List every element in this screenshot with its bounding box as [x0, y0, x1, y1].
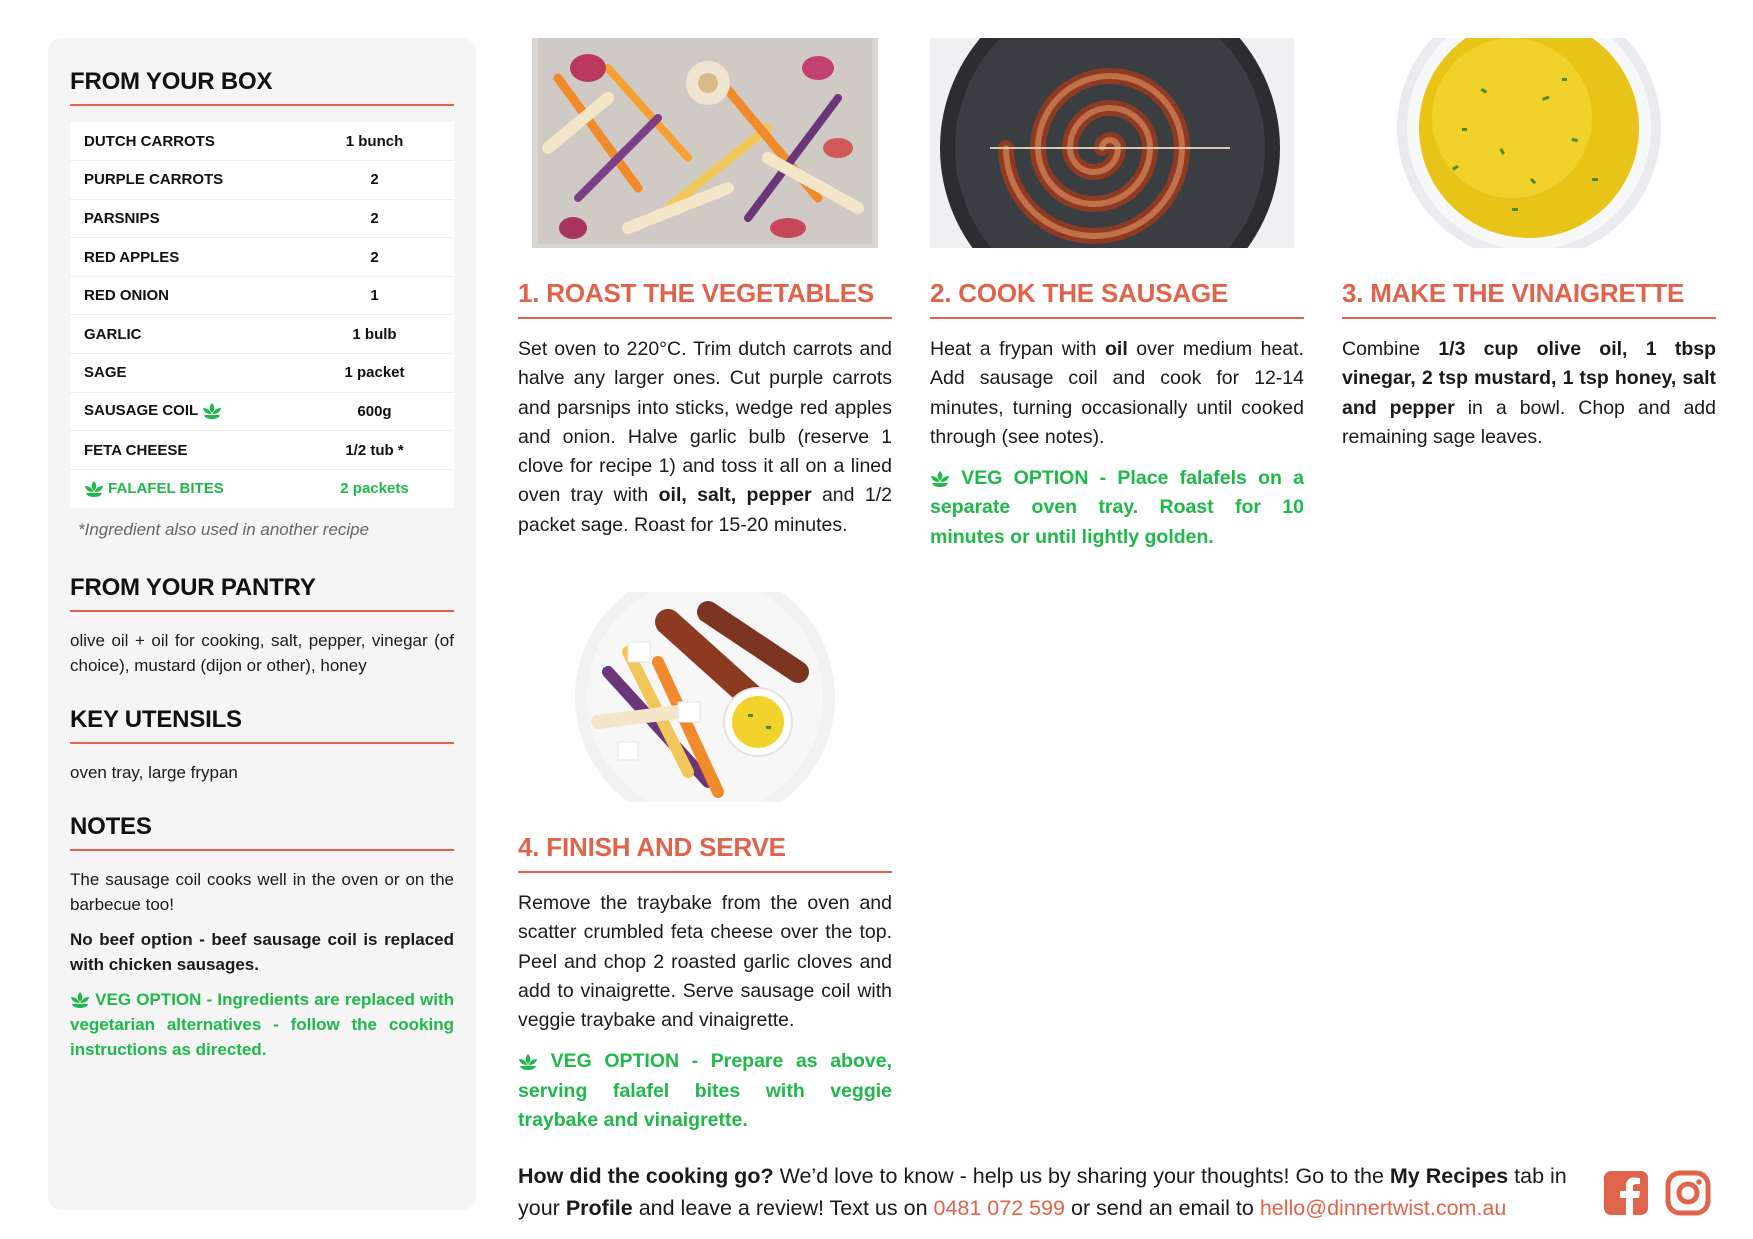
ingredient-name: RED APPLES [70, 238, 295, 277]
phone-link[interactable]: 0481 072 599 [933, 1196, 1066, 1220]
leaf-icon [70, 991, 90, 1009]
from-your-pantry-title: FROM YOUR PANTRY [70, 574, 454, 612]
step-1-text: Set oven to 220°C. Trim dutch carrots and halve any larger ones. Cut purple carrots and parsnips into sticks, wedge red apples and onion. Halve garlic bulb (reserve 1 clove for recipe 1) and toss it all on a lined oven tray with oil, salt, pepper and 1/2 packet sage. Roast for 15-20 minutes. [518, 338, 892, 536]
ingredient-name: GARLIC [70, 315, 295, 354]
ingredient-qty: 2 packets [340, 480, 409, 498]
step-4-text: Remove the traybake from the oven and scatter crumbled feta cheese over the top. Peel and chop 2 roasted garlic cloves and add to vinaigrette. Serve sausage coil with veggie traybake and vinaigrette. [518, 892, 892, 1032]
step-2-veg-option: VEG OPTION - Place falafels on a separate oven tray. Roast for 10 minutes or until lightly golden. [930, 467, 1304, 548]
ingredient-qty: 1 [295, 276, 454, 315]
ingredient-qty: 1 bulb [295, 315, 454, 354]
sausage-coil-photo [930, 38, 1304, 248]
pantry-text: olive oil + oil for cooking, salt, pepper, vinegar (of choice), mustard (dijon or other), honey [70, 630, 454, 675]
ingredient-qty: 600g [295, 392, 454, 431]
table-row [70, 199, 454, 238]
ingredient-name: SAUSAGE COIL [84, 402, 198, 420]
step-1 [518, 38, 892, 540]
table-row [70, 122, 454, 161]
ingredient-qty: 1 bunch [295, 122, 454, 161]
step-4-title: 4. FINISH AND SERVE [518, 832, 892, 873]
ingredients-table [70, 122, 454, 508]
ingredient-name: RED ONION [70, 276, 295, 315]
step-1-title: 1. ROAST THE VEGETABLES [518, 278, 892, 319]
ingredient-name: FALAFEL BITES [108, 479, 224, 497]
ingredient-qty: 2 [295, 161, 454, 200]
step-4-veg-option: VEG OPTION - Prepare as above, serving falafel bites with veggie traybake and vinaigrette. [518, 1050, 892, 1132]
note-veg-option: VEG OPTION - Ingredients are replaced with vegetarian alternatives - follow the cooking instructions as directed. [70, 989, 454, 1059]
facebook-icon[interactable] [1603, 1170, 1649, 1216]
from-your-box-title: FROM YOUR BOX [70, 68, 454, 106]
vinaigrette-photo [1342, 38, 1716, 248]
notes-title: NOTES [70, 813, 454, 851]
step-2-title: 2. COOK THE SAUSAGE [930, 278, 1304, 319]
table-row [70, 276, 454, 315]
utensils-text: oven tray, large frypan [70, 762, 238, 782]
instagram-icon[interactable] [1665, 1170, 1711, 1216]
ingredient-name: PARSNIPS [70, 199, 295, 238]
leaf-icon [202, 402, 222, 420]
step-2 [930, 38, 1304, 552]
step-3-text: Combine 1/3 cup olive oil, 1 tbsp vinegar, 2 tsp mustard, 1 tsp honey, salt and pepper in a bowl. Chop and add remaining sage leaves. [1342, 338, 1716, 448]
ingredient-name: DUTCH CARROTS [70, 122, 295, 161]
roast-vegetables-photo [518, 38, 892, 248]
ingredient-qty: 1 packet [295, 354, 454, 393]
ingredient-name: SAGE [70, 354, 295, 393]
table-row [70, 315, 454, 354]
table-row [70, 469, 454, 508]
table-row [70, 238, 454, 277]
table-row [70, 161, 454, 200]
leaf-icon [518, 1053, 538, 1071]
ingredient-qty: 1/2 tub * [295, 431, 454, 470]
ingredient-qty: 2 [295, 238, 454, 277]
table-row [70, 354, 454, 393]
key-utensils-title: KEY UTENSILS [70, 706, 454, 744]
leaf-icon [84, 480, 104, 498]
step-3 [1342, 38, 1716, 452]
footnote: *Ingredient also used in another recipe [78, 519, 370, 539]
note-text: The sausage coil cooks well in the oven or on the barbecue too! [70, 869, 454, 914]
feedback-footer: How did the cooking go? We’d love to know - help us by sharing your thoughts! Go to the My Recipes tab in your Profile and leave a review! Text us on 0481 072 599 or send an email to hello@dinnertwist.com.au [518, 1164, 1567, 1220]
ingredient-name: PURPLE CARROTS [70, 161, 295, 200]
finish-serve-photo [518, 592, 892, 802]
email-link[interactable]: hello@dinnertwist.com.au [1259, 1196, 1507, 1220]
ingredient-name: FETA CHEESE [70, 431, 295, 470]
note-no-beef: No beef option - beef sausage coil is replaced with chicken sausages. [70, 929, 454, 974]
step-2-text: Heat a frypan with oil over medium heat. Add sausage coil and cook for 12-14 minutes, turning occasionally until cooked through (see notes). [930, 338, 1304, 448]
ingredients-panel [48, 38, 476, 1210]
step-3-title: 3. MAKE THE VINAIGRETTE [1342, 278, 1716, 319]
leaf-icon [930, 470, 950, 488]
table-row [70, 392, 454, 431]
table-row [70, 431, 454, 470]
ingredient-qty: 2 [295, 199, 454, 238]
step-4 [518, 592, 892, 1135]
